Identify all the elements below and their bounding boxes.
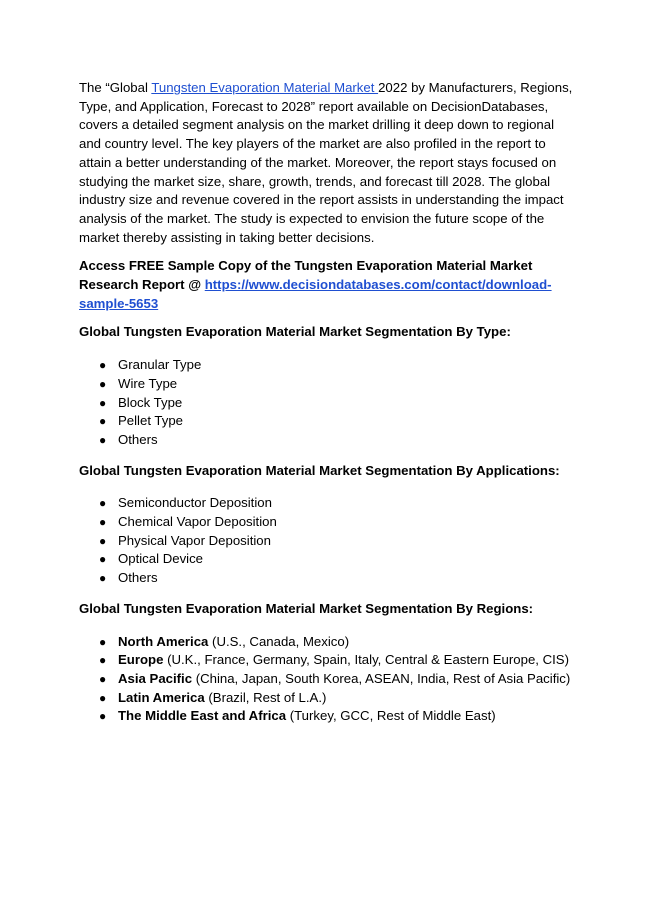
- region-detail: (China, Japan, South Korea, ASEAN, India, Rest of Asia Pacific): [192, 670, 571, 686]
- list-item: [79, 633, 579, 652]
- bullet-icon: ●: [99, 571, 107, 586]
- region-name: Europe: [118, 652, 164, 668]
- list-item: [79, 356, 579, 375]
- application-item-label: Chemical Vapor Deposition: [118, 514, 277, 530]
- bullet-icon: ●: [99, 414, 107, 429]
- bullet-icon: ●: [99, 690, 107, 705]
- application-item-label: Physical Vapor Deposition: [118, 532, 271, 548]
- list-item: [79, 375, 579, 394]
- bullet-icon: ●: [99, 653, 107, 668]
- type-item-label: Pellet Type: [118, 413, 184, 429]
- list-item: [79, 550, 579, 569]
- region-detail: (U.S., Canada, Mexico): [208, 633, 350, 649]
- list-item: [79, 532, 579, 551]
- region-detail: (Turkey, GCC, Rest of Middle East): [286, 708, 496, 724]
- intro-paragraph: [79, 79, 579, 247]
- list-item: [79, 394, 579, 413]
- type-item-label: Wire Type: [118, 375, 178, 391]
- region-name: Latin America: [118, 689, 205, 705]
- list-item: [79, 494, 579, 513]
- bullet-icon: ●: [99, 515, 107, 530]
- sample-download-link[interactable]: https://www.decisiondatabases.com/contact/download-sample-5653: [79, 277, 552, 311]
- application-item-label: Others: [118, 570, 158, 586]
- list-item: [79, 651, 579, 670]
- list-item: [79, 670, 579, 689]
- document-page: [79, 79, 579, 738]
- region-name: Asia Pacific: [118, 670, 193, 686]
- bullet-icon: ●: [99, 671, 107, 686]
- list-item: [79, 689, 579, 708]
- region-name: The Middle East and Africa: [118, 708, 287, 724]
- list-item: [79, 412, 579, 431]
- bullet-icon: ●: [99, 552, 107, 567]
- application-item-label: Semiconductor Deposition: [118, 495, 272, 511]
- region-list: [79, 633, 579, 727]
- bullet-icon: ●: [99, 376, 107, 391]
- intro-text-before: The “Global: [79, 80, 152, 95]
- type-list: [79, 356, 579, 450]
- intro-text-after: 2022 by Manufacturers, Regions, Type, and Application, Forecast to 2028” report available on DecisionDatabases, covers a detailed segment analysis on the market drilling it deep down to regional and country level. The key players of the market are also profiled in the report to attain a better understanding of the market. Moreover, the report stays focused on studying the market size, share, growth, trends, and forecast till 2028. The global industry size and revenue covered in the report assists in understanding the impact analysis of the market. The study is expected to envision the future scope of the market thereby assisting in taking better decisions.: [79, 80, 573, 245]
- region-detail: (U.K., France, Germany, Spain, Italy, Central & Eastern Europe, CIS): [163, 652, 569, 668]
- application-segmentation-heading: Global Tungsten Evaporation Material Market Segmentation By Applications:: [79, 462, 560, 478]
- bullet-icon: ●: [99, 395, 107, 410]
- list-item: [79, 431, 579, 450]
- application-list: [79, 494, 579, 588]
- type-item-label: Granular Type: [118, 357, 202, 373]
- type-item-label: Others: [118, 431, 158, 447]
- list-item: [79, 707, 579, 726]
- type-item-label: Block Type: [118, 394, 183, 410]
- bullet-icon: ●: [99, 358, 107, 373]
- type-segmentation-heading: Global Tungsten Evaporation Material Market Segmentation By Type:: [79, 324, 511, 340]
- application-item-label: Optical Device: [118, 551, 204, 567]
- list-item: [79, 569, 579, 588]
- region-name: North America: [118, 633, 209, 649]
- list-item: [79, 513, 579, 532]
- bullet-icon: ●: [99, 533, 107, 548]
- sample-paragraph: [79, 257, 579, 313]
- region-segmentation-heading: Global Tungsten Evaporation Material Market Segmentation By Regions:: [79, 600, 534, 616]
- bullet-icon: ●: [99, 496, 107, 511]
- bullet-icon: ●: [99, 432, 107, 447]
- region-detail: (Brazil, Rest of L.A.): [204, 689, 327, 705]
- sample-text: Access FREE Sample Copy of the Tungsten Evaporation Material Market Research Report @: [79, 258, 533, 293]
- market-title-link[interactable]: Tungsten Evaporation Material Market: [151, 80, 379, 95]
- bullet-icon: ●: [99, 634, 107, 649]
- bullet-icon: ●: [99, 709, 107, 724]
